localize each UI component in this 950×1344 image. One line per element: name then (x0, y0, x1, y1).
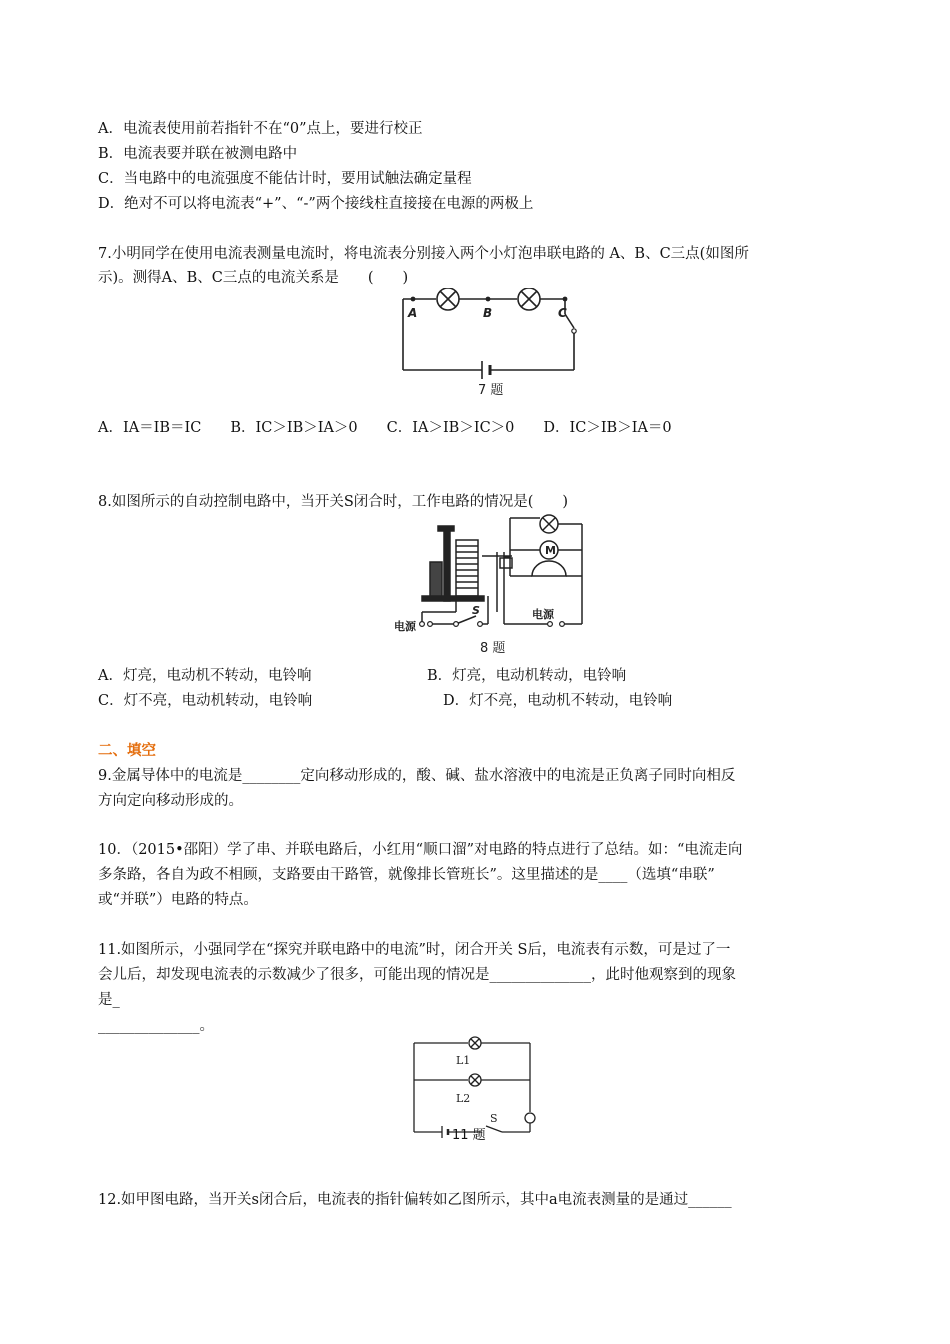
q8-left-power-label: 电源 (394, 620, 416, 633)
q7-label-c: C (558, 306, 567, 320)
q7-label-b: B (483, 306, 493, 320)
q9-line2: 方向定向移动形成的。 (98, 793, 243, 809)
q7-circuit-figure (398, 288, 593, 400)
q11-caption: 11 题 (452, 1128, 486, 1143)
q6-option-a: A．电流表使用前若指针不在“0”点上，要进行校正 (98, 121, 423, 137)
q11-line1: 11.如图所示，小强同学在“探究并联电路中的电流”时，闭合开关 S后，电流表有示数，可是过了一 (98, 942, 731, 958)
q8-motor-label: M (545, 544, 556, 557)
q12-line1: 12.如甲图电路，当开关s闭合后，电流表的指针偏转如乙图所示，其中a电流表测量的是通过______ (98, 1192, 732, 1208)
q8-option-c: C．灯不亮，电动机转动，电铃响 (98, 693, 313, 709)
section2-title: 二、填空 (98, 743, 156, 759)
q7-stem-line1: 7.小明同学在使用电流表测量电流时，将电流表分别接入两个小灯泡串联电路的 A、B、C三点(如图所 (98, 246, 749, 262)
q11-line2: 会儿后，却发现电流表的示数减少了很多，可能出现的情况是______________，此时他观察到的现象 (98, 967, 736, 983)
q11-label-l2: L2 (456, 1092, 471, 1105)
q6-option-c: C．当电路中的电流强度不能估计时，要用试触法确定量程 (98, 171, 472, 187)
q9-line1: 9.金属导体中的电流是________定向移动形成的，酸、碱、盐水溶液中的电流是正负离子同时向相反 (98, 768, 736, 784)
q8-caption: 8 题 (480, 641, 506, 656)
q10-line2: 多条路，各自为政不相顾，支路要由干路管，就像排长管班长”。这里描述的是____（选填“串联” (98, 867, 715, 883)
q8-option-a: A．灯亮，电动机不转动，电铃响 (98, 668, 312, 684)
q7-stem-line2: 示)。测得A、B、C三点的电流关系是 ( ) (98, 270, 409, 286)
q8-stem: 8.如图所示的自动控制电路中，当开关S闭合时，工作电路的情况是( ) (98, 494, 569, 510)
q6-option-b: B．电流表要并联在被测电路中 (98, 146, 298, 162)
q11-label-l1: L1 (456, 1054, 471, 1067)
q8-right-power-label: 电源 (532, 608, 554, 621)
q10-line1: 10．（2015•邵阳）学了串、并联电路后，小红用“顺口溜”对电路的特点进行了总结。如：“电流走向 (98, 842, 743, 858)
q10-line3: 或“并联”）电路的特点。 (98, 892, 258, 908)
q7-caption: 7 题 (478, 383, 504, 398)
q11-line4: ______________。 (98, 1018, 214, 1034)
q8-option-d: D．灯不亮，电动机不转动，电铃响 (443, 693, 673, 709)
q8-switch-label: S (472, 604, 480, 617)
q6-option-d: D．绝对不可以将电流表“+”、“-”两个接线柱直接接在电源的两极上 (98, 196, 534, 212)
q11-line3: 是_ (98, 992, 120, 1008)
q8-option-b: B．灯亮，电动机转动，电铃响 (427, 668, 627, 684)
q7-options: A．IA＝IB＝IC B．IC＞IB＞IA＞0 C．IA＞IB＞IC＞0 D．IC＞IB＞IA＝0 (98, 420, 672, 436)
q8-circuit-figure (392, 512, 592, 658)
q11-switch-label: S (490, 1112, 498, 1125)
q7-label-a: A (408, 306, 418, 320)
